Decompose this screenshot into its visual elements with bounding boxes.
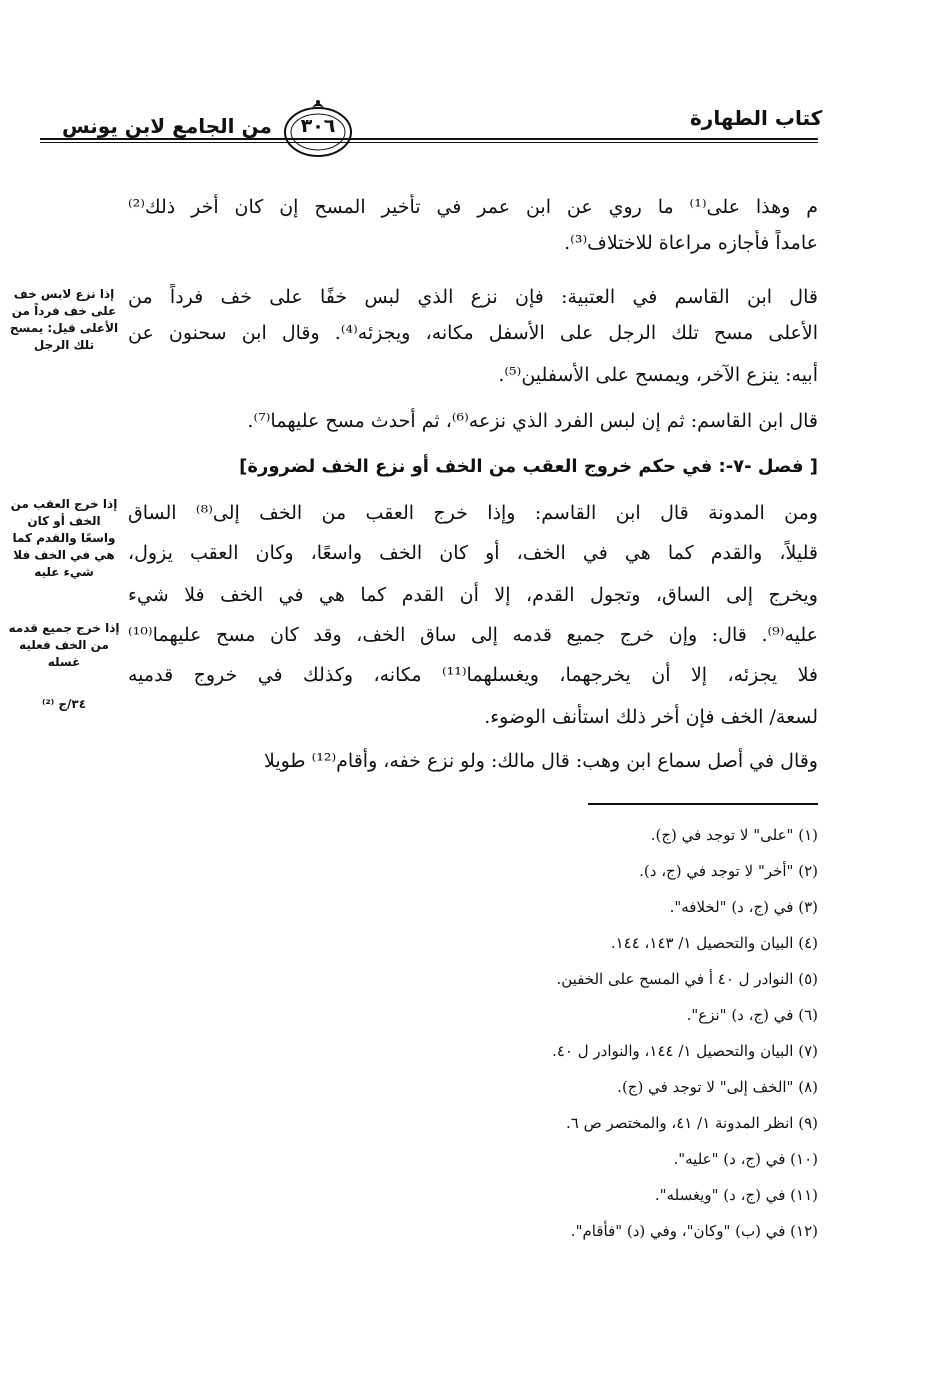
body-line-2: عامداً فأجازه مراعاة للاختلاف⁽³⁾. xyxy=(564,232,818,254)
footnote-rule xyxy=(588,803,818,805)
footnote-4: (٤) البيان والتحصيل ١/ ١٤٣، ١٤٤. xyxy=(610,934,818,952)
margin-note-1: إذا نزع لابس خف على خف فرداً من الأعلى قيل: يمسح تلك الرجل xyxy=(9,287,119,352)
body-line-10: عليه⁽⁹⁾. قال: وإن خرج جميع قدمه إلى ساق الخف، وقد كان مسح عليهما⁽¹⁰⁾ xyxy=(128,624,818,646)
margin-note-3: إذا خرج جميع قدمه من الخف فعليه غسله xyxy=(8,621,120,669)
body-line-7: ومن المدونة قال ابن القاسم: وإذا خرج العقب من الخف إلى⁽⁸⁾ الساق xyxy=(128,502,818,524)
body-line-8: قليلاً، والقدم كما هي في الخف، أو كان الخف واسعًا، وكان العقب يزول، xyxy=(128,542,818,564)
header-rule xyxy=(40,138,818,140)
footnote-8: (٨) "الخف إلى" لا توجد في (ج). xyxy=(617,1078,818,1096)
body-line-5: أبيه: ينزع الآخر، ويمسح على الأسفلين⁽⁵⁾. xyxy=(498,364,818,386)
header-rule-thin xyxy=(40,142,818,143)
body-line-13: وقال في أصل سماع ابن وهب: قال مالك: ولو نزع خفه، وأقام⁽¹²⁾ طويلا xyxy=(263,750,818,772)
footnote-6: (٦) في (ج، د) "نزع". xyxy=(686,1006,818,1024)
margin-note-2: إذا خرج العقب من الخف أو كان واسعًا والقدم كما هي في الخف فلا شيء عليه xyxy=(10,497,118,579)
body-line-1: م وهذا على⁽¹⁾ ما روي عن ابن عمر في تأخير المسح إن كان أخر ذلك⁽²⁾ xyxy=(128,196,818,218)
footnote-11: (١١) في (ج، د) "ويغسله". xyxy=(654,1186,818,1204)
section-heading: [ فصل -٧-: في حكم خروج العقب من الخف أو نزع الخف لضرورة] xyxy=(239,456,818,477)
body-line-9: ويخرج إلى الساق، وتجول القدم، إلا أن القدم كما هي في الخف فلا شيء xyxy=(128,584,818,606)
body-line-6: قال ابن القاسم: ثم إن لبس الفرد الذي نزعه⁽⁶⁾، ثم أحدث مسح عليهما⁽⁷⁾. xyxy=(247,410,818,432)
page-number: ٣٠٦ xyxy=(300,115,336,137)
margin-note-3-ref: ٣٤/ج ⁽²⁾ xyxy=(41,697,87,711)
footnote-5: (٥) النوادر ل ٤٠ أ في المسح على الخفين. xyxy=(556,970,818,988)
body-line-12: لسعة/ الخف فإن أخر ذلك استأنف الوضوء. xyxy=(484,706,818,728)
body-line-11: فلا يجزئه، إلا أن يخرجهما، ويغسلهما⁽¹¹⁾ مكانه، وكذلك في خروج قدميه xyxy=(128,664,818,686)
footnote-9: (٩) انظر المدونة ١/ ٤١، والمختصر ص ٦. xyxy=(565,1114,818,1132)
book-title: كتاب الطهارة xyxy=(690,106,823,130)
footnote-2: (٢) "أخر" لا توجد في (ج، د). xyxy=(639,862,818,880)
body-line-4: الأعلى مسح تلك الرجل على الأسفل مكانه، ويجزئه⁽⁴⁾. وقال ابن سحنون عن xyxy=(128,322,818,344)
footnote-3: (٣) في (ج، د) "لخلافه". xyxy=(669,898,818,916)
source-title: من الجامع لابن يونس xyxy=(62,114,272,138)
footnote-12: (١٢) في (ب) "وكان"، وفي (د) "فأقام". xyxy=(570,1222,818,1240)
footnote-7: (٧) البيان والتحصيل ١/ ١٤٤، والنوادر ل ٤٠. xyxy=(552,1042,818,1060)
footnote-1: (١) "على" لا توجد في (ج). xyxy=(650,826,818,844)
body-line-3: قال ابن القاسم في العتبية: فإن نزع الذي لبس خفًا على خف فرداً من xyxy=(128,286,818,308)
footnote-10: (١٠) في (ج، د) "عليه". xyxy=(673,1150,818,1168)
